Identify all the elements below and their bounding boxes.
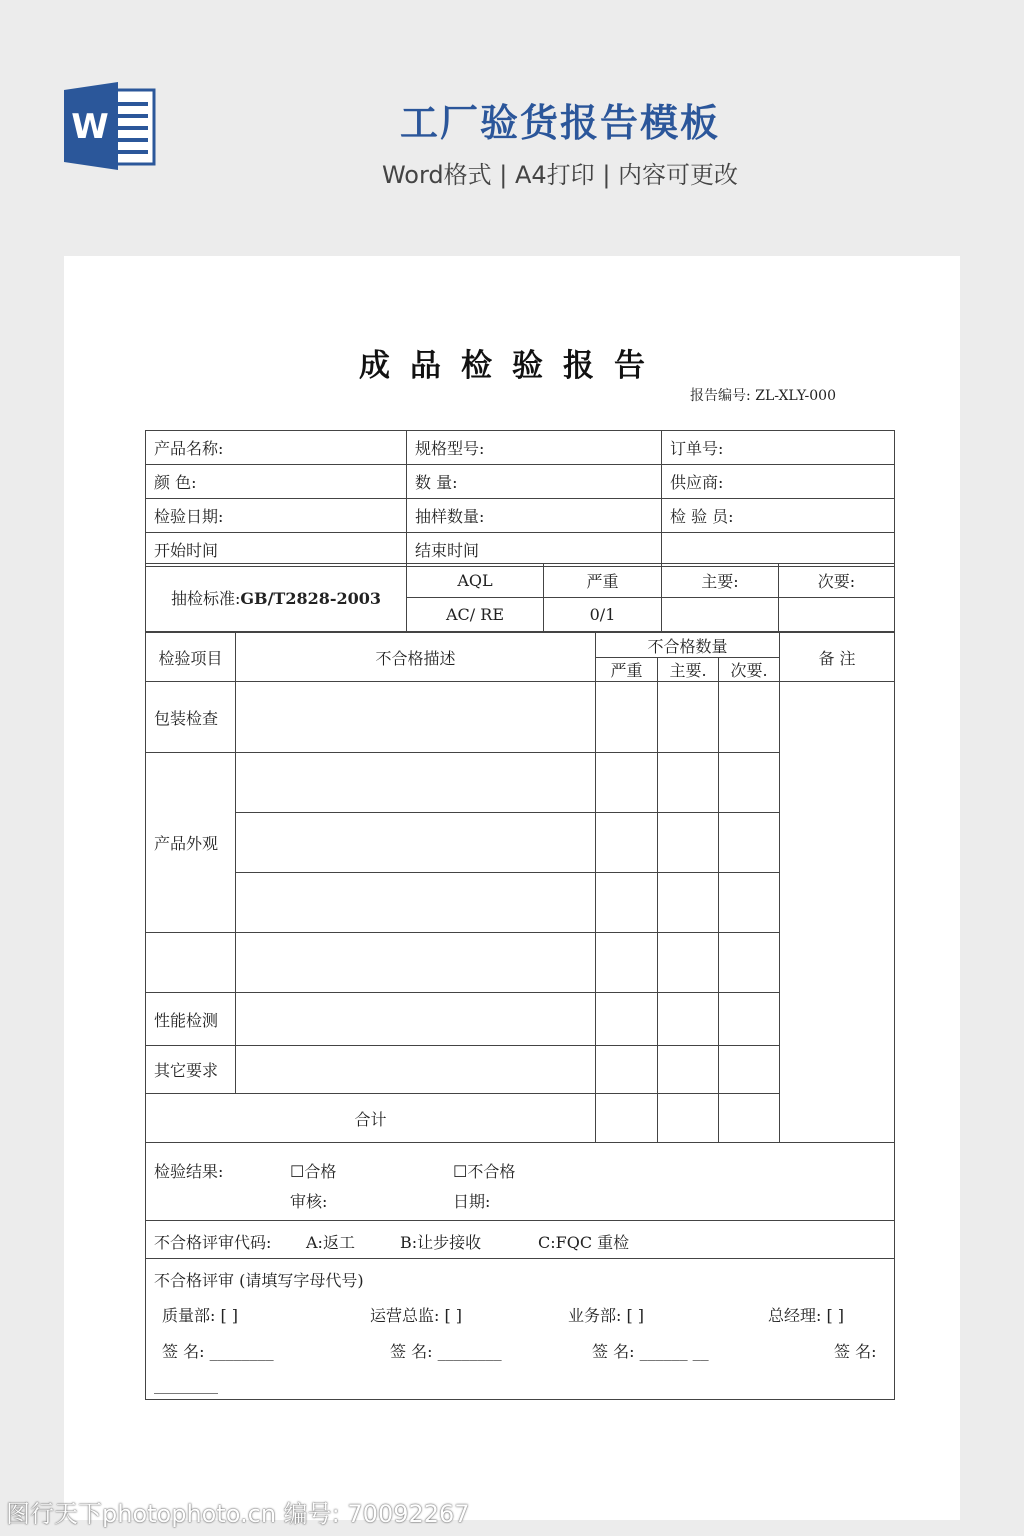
end-time-field[interactable]: 结束时间 [407, 533, 662, 567]
desc-cell[interactable] [236, 682, 596, 753]
acre-label: AC/ RE [407, 598, 544, 632]
col-major-header: 主要. [658, 658, 719, 682]
signature-business[interactable]: 签 名: ______ __ [592, 1342, 709, 1361]
desc-cell[interactable] [236, 933, 596, 993]
info-table [145, 430, 895, 567]
start-time-field[interactable]: 开始时间 [146, 533, 407, 567]
col-remark-header: 备 注 [780, 633, 895, 682]
major-cell[interactable] [658, 993, 719, 1046]
standard-table [145, 563, 895, 632]
general-manager-field[interactable]: 总经理: [ ] [768, 1306, 845, 1325]
desc-cell[interactable] [236, 753, 596, 813]
minor-label: 次要: [779, 564, 895, 598]
signature-gm[interactable]: 签 名: [834, 1342, 877, 1361]
empty-cell [662, 533, 895, 567]
minor-cell[interactable] [719, 682, 780, 753]
inspection-items-table [145, 632, 895, 1400]
watermark: 图行天下photophoto.cn 编号: 70092267 [6, 1500, 470, 1528]
review-code-b: B:让步接收 [400, 1233, 482, 1252]
major-cell[interactable] [658, 813, 719, 873]
sampling-standard [146, 564, 407, 632]
quantity-field[interactable]: 数 量: [407, 465, 662, 499]
remark-cell[interactable] [780, 682, 895, 1143]
review-codes-row [146, 1221, 895, 1259]
result-label: 检验结果: [154, 1162, 224, 1181]
row-label-appearance: 产品外观 [146, 753, 236, 933]
sampling-standard-value: GB/T2828-2003 [240, 589, 382, 608]
major-acre-field[interactable] [662, 598, 779, 632]
severe-cell[interactable] [596, 753, 658, 813]
severe-total-cell[interactable] [596, 1094, 658, 1143]
desc-cell[interactable] [236, 813, 596, 873]
minor-acre-field[interactable] [779, 598, 895, 632]
row-label-packing: 包装检查 [146, 682, 236, 753]
row-label-empty [146, 933, 236, 993]
col-item-header: 检验项目 [146, 633, 236, 682]
severe-cell[interactable] [596, 1046, 658, 1094]
inspect-date-field[interactable]: 检验日期: [146, 499, 407, 533]
color-field[interactable]: 颜 色: [146, 465, 407, 499]
signature-quality[interactable]: 签 名: ________ [162, 1342, 274, 1361]
review-by-label: 审核: [290, 1192, 328, 1211]
review-label: 不合格评审 (请填写字母代号) [154, 1271, 364, 1290]
word-logo-letter: W [71, 107, 109, 147]
review-section [146, 1259, 895, 1400]
minor-cell[interactable] [719, 993, 780, 1046]
severe-cell[interactable] [596, 993, 658, 1046]
desc-cell[interactable] [236, 1046, 596, 1094]
word-logo-icon [64, 82, 156, 170]
major-cell[interactable] [658, 753, 719, 813]
severe-label: 严重 [544, 564, 662, 598]
document-page [64, 256, 960, 1520]
signature-operations[interactable]: 签 名: ________ [390, 1342, 502, 1361]
supplier-field[interactable]: 供应商: [662, 465, 895, 499]
major-cell[interactable] [658, 873, 719, 933]
inspector-field[interactable]: 检 验 员: [662, 499, 895, 533]
minor-cell[interactable] [719, 873, 780, 933]
severe-cell[interactable] [596, 813, 658, 873]
major-total-cell[interactable] [658, 1094, 719, 1143]
desc-cell[interactable] [236, 873, 596, 933]
operations-director-field[interactable]: 运营总监: [ ] [370, 1306, 463, 1325]
severe-cell[interactable] [596, 873, 658, 933]
severe-cell[interactable] [596, 933, 658, 993]
minor-total-cell[interactable] [719, 1094, 780, 1143]
minor-cell[interactable] [719, 813, 780, 873]
major-cell[interactable] [658, 933, 719, 993]
row-label-performance: 性能检测 [146, 993, 236, 1046]
review-code-a: A:返工 [306, 1233, 355, 1252]
col-minor-header: 次要. [719, 658, 780, 682]
business-dept-field[interactable]: 业务部: [ ] [568, 1306, 645, 1325]
sample-qty-field[interactable]: 抽样数量: [407, 499, 662, 533]
spec-model-field[interactable]: 规格型号: [407, 431, 662, 465]
quality-dept-field[interactable]: 质量部: [ ] [162, 1306, 239, 1325]
pass-checkbox[interactable]: ☐合格 [290, 1162, 337, 1181]
major-cell[interactable] [658, 1046, 719, 1094]
fail-checkbox[interactable]: ☐不合格 [453, 1162, 516, 1181]
total-label: 合计 [146, 1094, 596, 1143]
minor-cell[interactable] [719, 753, 780, 813]
severe-acre-value: 0/1 [544, 598, 662, 632]
major-cell[interactable] [658, 682, 719, 753]
report-number: 报告编号: ZL-XLY-000 [690, 388, 836, 404]
sampling-standard-label: 抽检标准: [170, 589, 241, 608]
document-title: 成品检验报告 [359, 348, 665, 384]
minor-cell[interactable] [719, 933, 780, 993]
major-label: 主要: [662, 564, 779, 598]
col-desc-header: 不合格描述 [236, 633, 596, 682]
col-qty-header: 不合格数量 [596, 633, 780, 658]
result-section [146, 1143, 895, 1221]
minor-cell[interactable] [719, 1046, 780, 1094]
result-date-label: 日期: [453, 1192, 491, 1211]
desc-cell[interactable] [236, 993, 596, 1046]
col-severe-header: 严重 [596, 658, 658, 682]
page-subtitle: Word格式 | A4打印 | 内容可更改 [381, 161, 739, 189]
row-label-other: 其它要求 [146, 1046, 236, 1094]
severe-cell[interactable] [596, 682, 658, 753]
review-codes-label: 不合格评审代码: [154, 1233, 272, 1252]
product-name-field[interactable]: 产品名称: [146, 431, 407, 465]
order-no-field[interactable]: 订单号: [662, 431, 895, 465]
review-code-c: C:FQC 重检 [538, 1233, 630, 1252]
page-title: 工厂验货报告模板 [399, 101, 720, 145]
aql-label: AQL [407, 564, 544, 598]
signature-gm-line[interactable]: ________ [154, 1375, 218, 1394]
